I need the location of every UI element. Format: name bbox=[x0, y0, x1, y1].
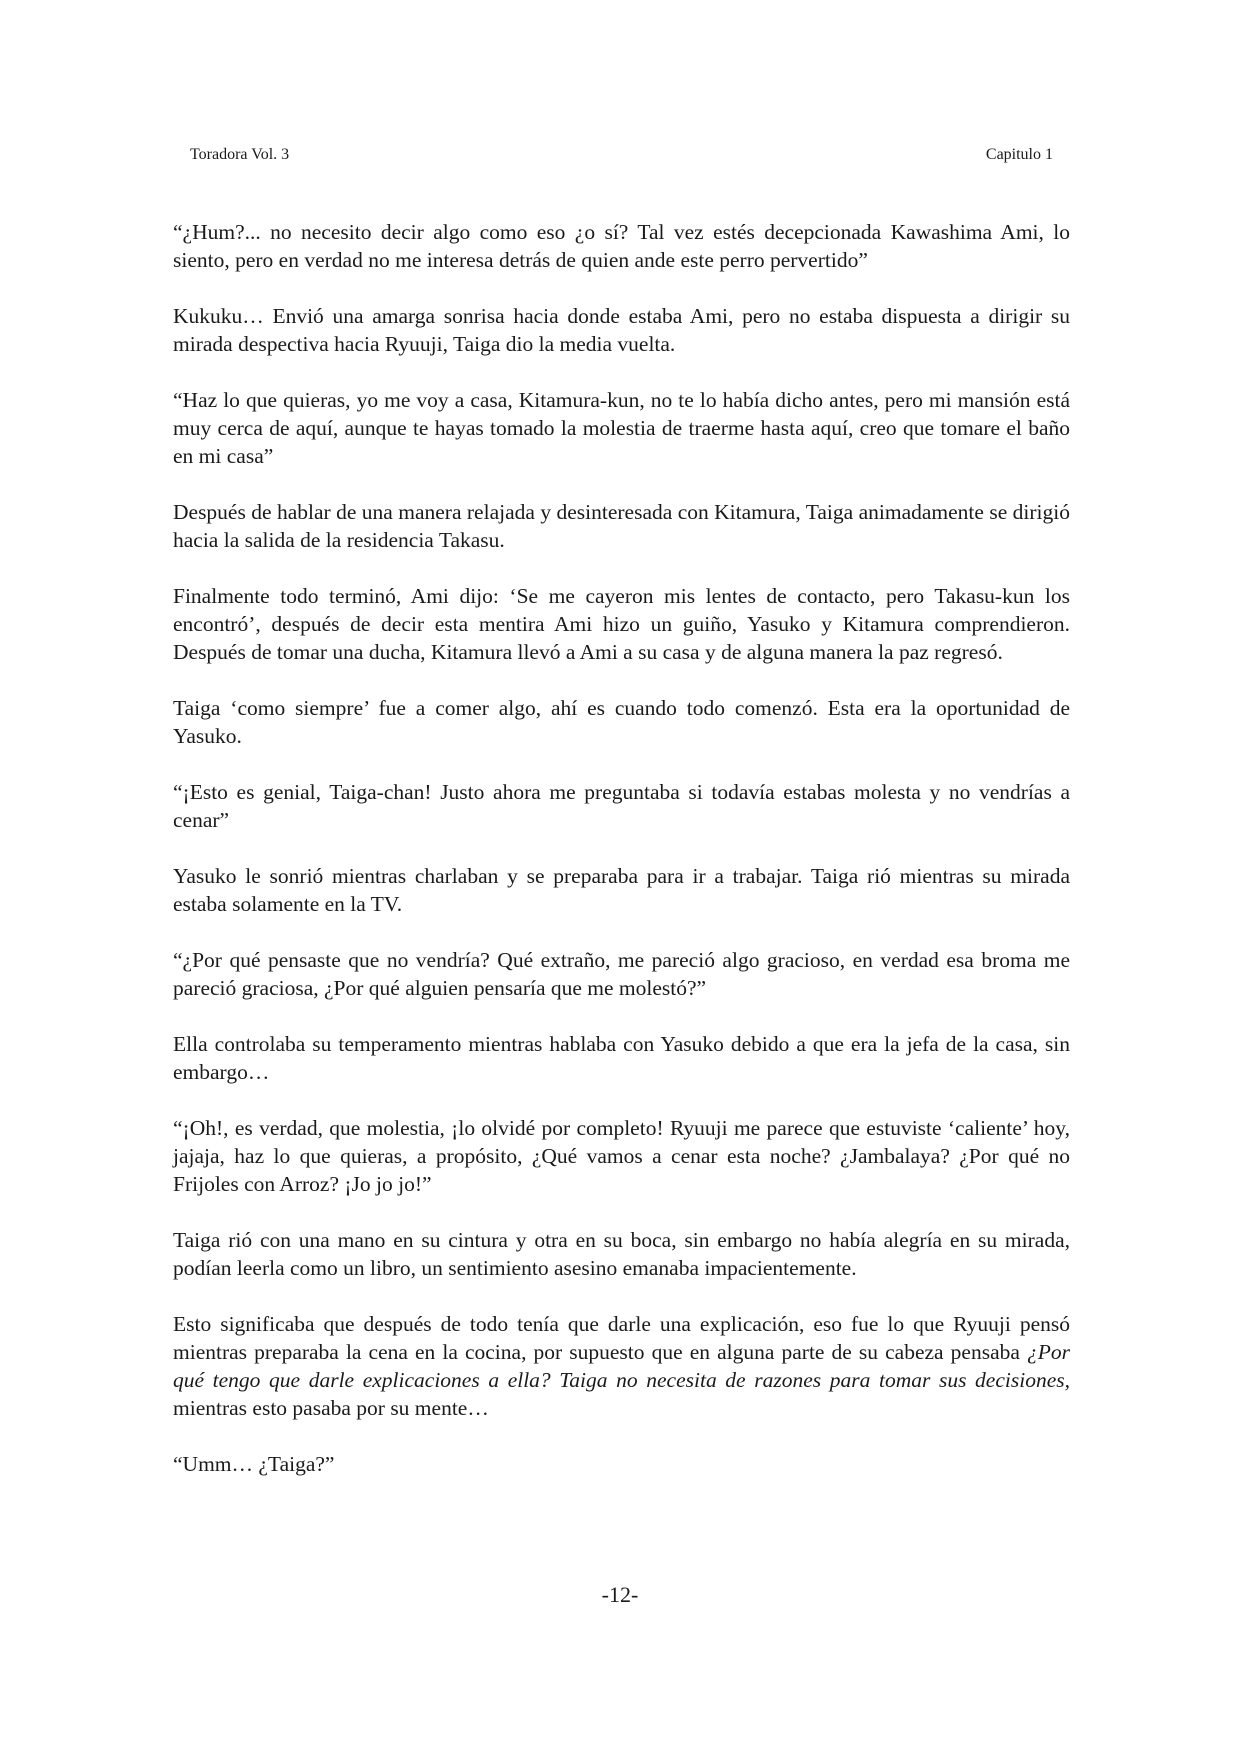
paragraph: “¿Hum?... no necesito decir algo como eso ¿o sí? Tal vez estés decepcionada Kawashima Ami, lo siento, pero en verdad no me interesa detrás de quien ande este perro pervertido” bbox=[173, 220, 1070, 272]
inner-thought: ¿Por qué tengo que darle explicaciones a ella? Taiga no necesita de razones para tomar sus decisiones, bbox=[173, 1340, 1070, 1392]
paragraph: Kukuku… Envió una amarga sonrisa hacia donde estaba Ami, pero no estaba dispuesta a dirigir su mirada despectiva hacia Ryuuji, Taiga dio la media vuelta. bbox=[173, 304, 1070, 356]
paragraph-with-thought bbox=[173, 1310, 1070, 1422]
header-book-title: Toradora Vol. 3 bbox=[190, 146, 290, 163]
paragraph: “¡Oh!, es verdad, que molestia, ¡lo olvidé por completo! Ryuuji me parece que estuviste ‘caliente’ hoy, jajaja, haz lo que quieras, a propósito, ¿Qué vamos a cenar esta noche? ¿Jambalaya? ¿Por qué no Frijoles con Arroz? ¡Jo jo jo!” bbox=[173, 1116, 1070, 1196]
page-number: -12- bbox=[601, 1582, 639, 1607]
paragraph: Ella controlaba su temperamento mientras hablaba con Yasuko debido a que era la jefa de la casa, sin embargo… bbox=[173, 1032, 1070, 1084]
body-text bbox=[173, 218, 1070, 1506]
paragraph: Finalmente todo terminó, Ami dijo: ‘Se me cayeron mis lentes de contacto, pero Takasu-kun los encontró’, después de decir esta mentira Ami hizo un guiño, Yasuko y Kitamura comprendieron. Después de tomar una ducha, Kitamura llevó a Ami a su casa y de alguna manera la paz regresó. bbox=[173, 584, 1070, 664]
paragraph-text: Esto significaba que después de todo tenía que darle una explicación, eso fue lo que Ryuuji pensó mientras preparaba la cena en la cocina, por supuesto que en alguna parte de su cabeza pensaba bbox=[173, 1312, 1070, 1364]
paragraph: Taiga ‘como siempre’ fue a comer algo, ahí es cuando todo comenzó. Esta era la oportunidad de Yasuko. bbox=[173, 696, 1070, 748]
paragraph: “Haz lo que quieras, yo me voy a casa, Kitamura-kun, no te lo había dicho antes, pero mi mansión está muy cerca de aquí, aunque te hayas tomado la molestia de traerme hasta aquí, creo que tomare el baño en mi casa” bbox=[173, 388, 1070, 468]
paragraph: Yasuko le sonrió mientras charlaban y se preparaba para ir a trabajar. Taiga rió mientras su mirada estaba solamente en la TV. bbox=[173, 864, 1070, 916]
paragraph: “Umm… ¿Taiga?” bbox=[173, 1452, 335, 1476]
page-header bbox=[190, 146, 1053, 164]
paragraph: Taiga rió con una mano en su cintura y otra en su boca, sin embargo no había alegría en su mirada, podían leerla como un libro, un sentimiento asesino emanaba impacientemente. bbox=[173, 1228, 1070, 1280]
paragraph: “¡Esto es genial, Taiga-chan! Justo ahora me preguntaba si todavía estabas molesta y no vendrías a cenar” bbox=[173, 780, 1070, 832]
paragraph: “¿Por qué pensaste que no vendría? Qué extraño, me pareció algo gracioso, en verdad esa broma me pareció graciosa, ¿Por qué alguien pensaría que me molestó?” bbox=[173, 948, 1070, 1000]
header-chapter: Capitulo 1 bbox=[985, 146, 1053, 163]
paragraph-text: mientras esto pasaba por su mente… bbox=[173, 1396, 489, 1420]
paragraph: Después de hablar de una manera relajada y desinteresada con Kitamura, Taiga animadamente se dirigió hacia la salida de la residencia Takasu. bbox=[173, 500, 1070, 552]
